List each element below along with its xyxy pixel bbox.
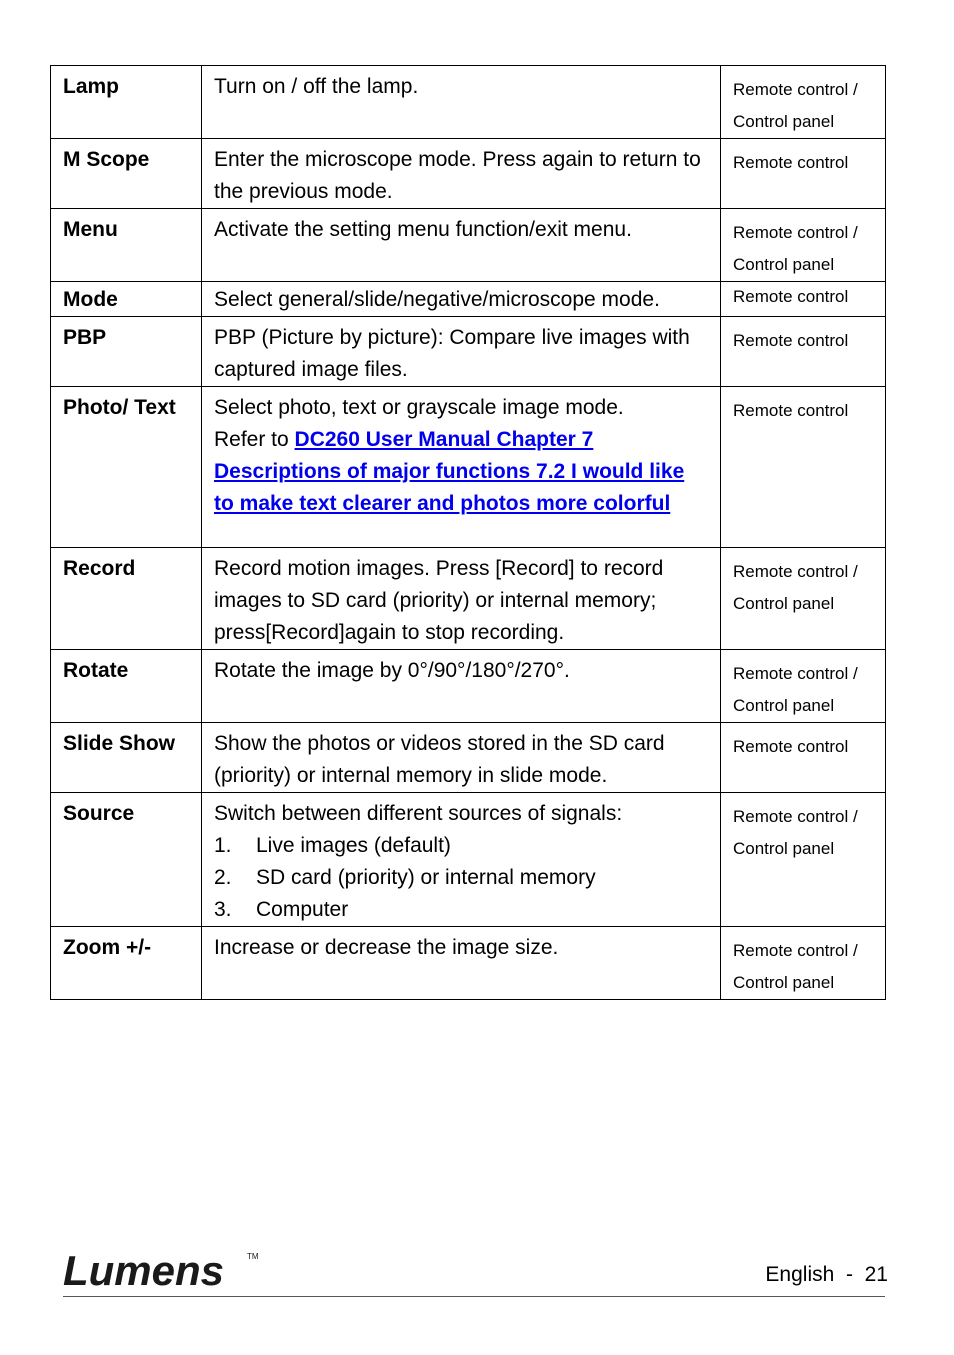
lumens-logo <box>63 1250 263 1290</box>
table-row <box>51 927 886 1000</box>
function-description: Record motion images. Press [Record] to record images to SD card (priority) or internal memory; press[Record]again to stop recording. <box>202 548 721 650</box>
table-row <box>51 209 886 282</box>
function-description: Increase or decrease the image size. <box>202 927 721 1000</box>
svg-text:Lumens: Lumens <box>63 1250 225 1290</box>
table-row <box>51 66 886 139</box>
function-source: Remote control / Control panel <box>721 927 886 1000</box>
function-name: Source <box>51 793 202 927</box>
table-row <box>51 650 886 723</box>
footer-divider <box>63 1296 885 1297</box>
function-name: Record <box>51 548 202 650</box>
function-description: Turn on / off the lamp. <box>202 66 721 139</box>
page-number: English - 21 <box>765 1263 888 1286</box>
function-source: Remote control / Control panel <box>721 793 886 927</box>
function-source: Remote control / Control panel <box>721 548 886 650</box>
function-description: Enter the microscope mode. Press again to return to the previous mode. <box>202 139 721 209</box>
function-source: Remote control / Control panel <box>721 209 886 282</box>
source-list <box>214 830 708 926</box>
list-item: 2. SD card (priority) or internal memory <box>214 866 596 889</box>
list-item: 3. Computer <box>214 898 349 921</box>
function-source: Remote control <box>721 317 886 387</box>
function-source: Remote control <box>721 282 886 317</box>
function-table <box>50 65 886 1000</box>
function-description: PBP (Picture by picture): Compare live images with captured image files. <box>202 317 721 387</box>
function-name: PBP <box>51 317 202 387</box>
table-row <box>51 548 886 650</box>
function-name: Mode <box>51 282 202 317</box>
table-row <box>51 139 886 209</box>
function-source: Remote control / Control panel <box>721 66 886 139</box>
table-row <box>51 317 886 387</box>
function-name: Rotate <box>51 650 202 723</box>
table-row <box>51 282 886 317</box>
function-name: Zoom +/- <box>51 927 202 1000</box>
function-source: Remote control / Control panel <box>721 650 886 723</box>
table-row <box>51 723 886 793</box>
manual-chapter-link[interactable]: DC260 User Manual Chapter 7 Descriptions of major functions 7.2 I would like to make text clearer and photos more colorful <box>214 428 685 515</box>
svg-text:TM: TM <box>247 1252 259 1261</box>
function-name: Slide Show <box>51 723 202 793</box>
function-description: Rotate the image by 0°/90°/180°/270°. <box>202 650 721 723</box>
function-description: Activate the setting menu function/exit menu. <box>202 209 721 282</box>
function-description: Select general/slide/negative/microscope mode. <box>202 282 721 317</box>
table-row <box>51 387 886 548</box>
function-source: Remote control <box>721 723 886 793</box>
function-name: Lamp <box>51 66 202 139</box>
function-source: Remote control <box>721 139 886 209</box>
list-item: 1. Live images (default) <box>214 834 451 857</box>
function-source: Remote control <box>721 387 886 548</box>
function-description: Select photo, text or grayscale image mode. Refer to DC260 User Manual Chapter 7 Descriptions of major functions 7.2 I would like to make text clearer and photos more colorful <box>202 387 721 548</box>
function-description: Switch between different sources of signals: 1. Live images (default) 2. SD card (priority) or internal memory 3. Computer <box>202 793 721 927</box>
function-name: Photo/ Text <box>51 387 202 548</box>
table-row <box>51 793 886 927</box>
function-name: Menu <box>51 209 202 282</box>
function-name: M Scope <box>51 139 202 209</box>
function-description: Show the photos or videos stored in the SD card (priority) or internal memory in slide mode. <box>202 723 721 793</box>
